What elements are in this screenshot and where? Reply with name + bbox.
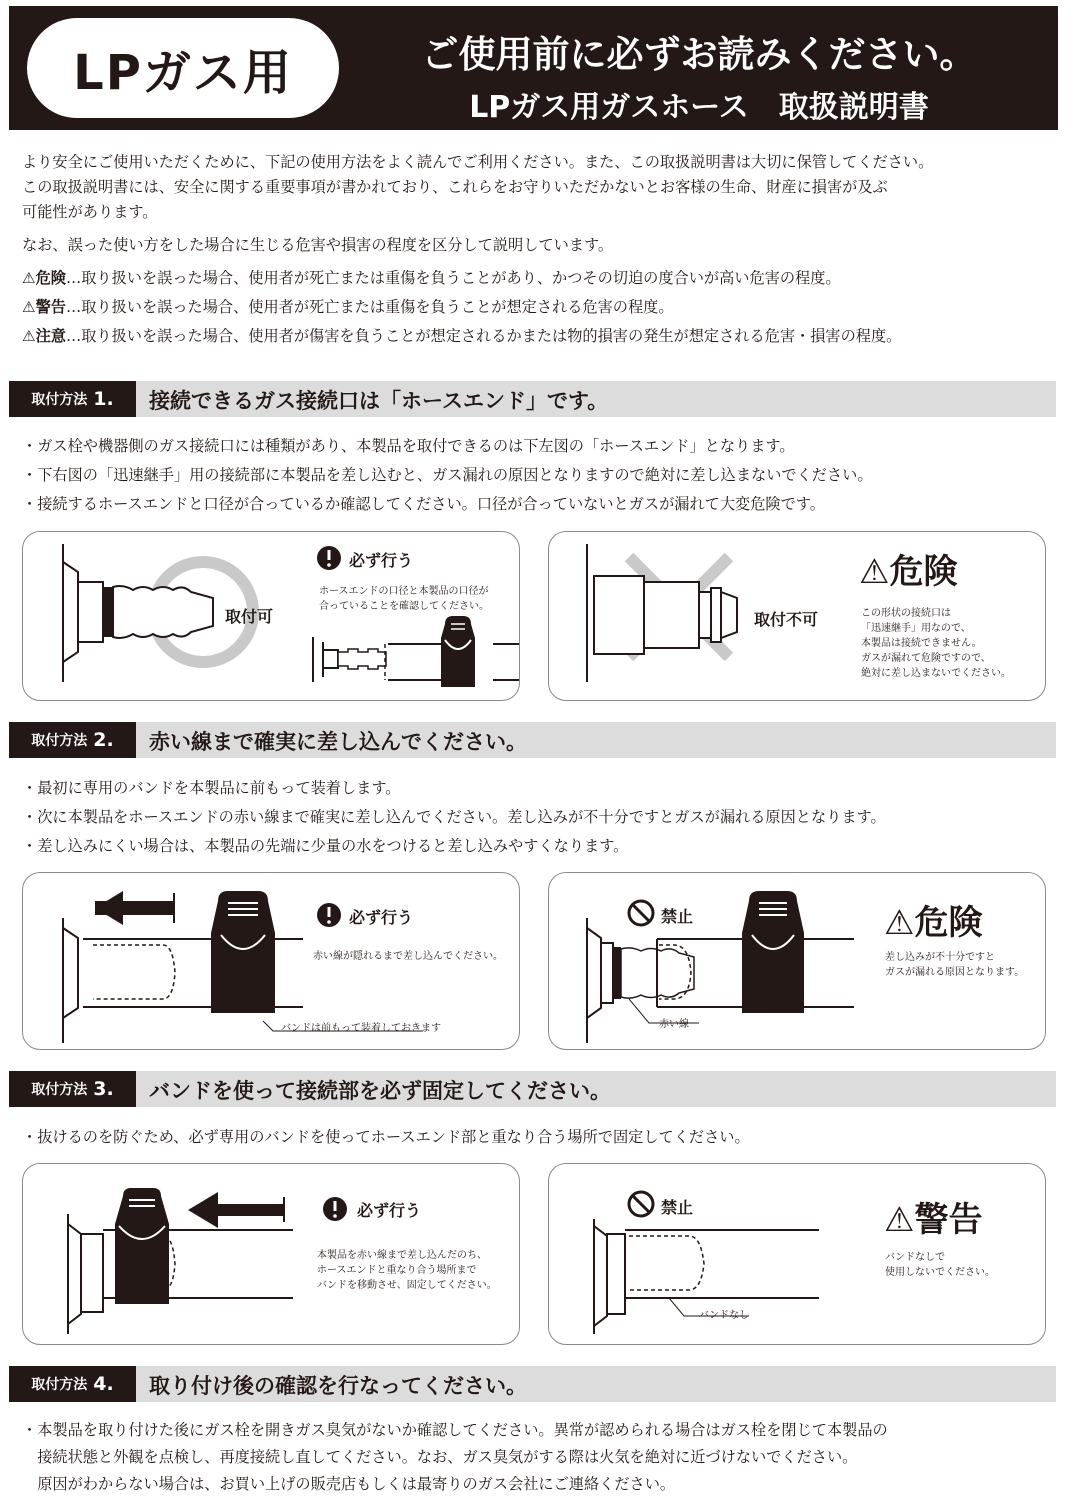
- lp-gas-badge: LPガス用: [27, 18, 339, 118]
- section-2-bullets: ・最初に専用のバンドを本製品に前もって装着します。 ・次に本製品をホースエンドの赤い線まで確実に差し込んでください。差し込みが不十分ですとガスが漏れる原因となります。 ・差し込みにくい場合は、本製品の先端に少量の水をつけると差し込みやすくなります。: [22, 779, 886, 855]
- section-3-bullets: ・抜けるのを防ぐため、必ず専用のバンドを使ってホースエンド部と重なり合う場所で固定してください。: [22, 1128, 750, 1146]
- section-4-header: 取付方法 4. 取り付け後の確認を行なってください。: [9, 1366, 1056, 1402]
- must-do-label: 必ず行う: [349, 551, 414, 570]
- left-arrow-icon: [188, 1192, 218, 1228]
- must-do-label: 必ず行う: [357, 1201, 422, 1220]
- figure-1-ng: 取付不可 ⚠危険 この形状の接続口は 「迅速継手」用なので、 本製品は接続できません。 ガスが漏れて危険ですので、 絶対に差し込まないでください。: [548, 531, 1046, 701]
- must-do-label: 必ず行う: [349, 908, 414, 927]
- section-2-title: 赤い線まで確実に差し込んでください。: [149, 730, 527, 754]
- section-2-header: 取付方法 2. 赤い線まで確実に差し込んでください。: [9, 722, 1056, 758]
- warning-label: ⚠警告: [22, 298, 66, 316]
- intro-text: より安全にご使用いただくために、下記の使用方法をよく読んでご利用ください。また、この取扱説明書は大切に保管してください。 この取扱説明書には、安全に関する重要事項が書かれており、これらをお守りいただかないとお客様の生命、財産に損害が及ぶ 可能性があります。 なお、誤った使い方をした場合に生じる危害や損害の程度を区分して説明しています。 ⚠危険…取り扱いを誤った場合、使用者が死亡または重傷を負うことがあり、かつその切迫の度合いが高い危害の程度。 ⚠警告…取り扱いを誤った場合、使用者が死亡または重傷を負うことが想定される危害の程度。 ⚠注意…取り扱いを誤った場合、使用者が傷害を負うことが想定されるかまたは物的損害の発生が想定される危害・損害の程度。: [22, 153, 934, 345]
- figure-2-must: 必ず行う 赤い線が隠れるまで差し込んでください。 バンドは前もって装着しておきます: [22, 872, 520, 1050]
- warning-icon: ⚠警告: [884, 1200, 983, 1240]
- section-4-bullets: ・本製品を取り付けた後にガス栓を開きガス臭気がないか確認してください。異常が認められる場合はガス栓を閉じて本製品の 接続状態と外観を点検し、再度接続し直してください。なお、ガス臭気がする際は火気を絶対に近づけないでください。 原因がわからない場合は、お買い上げの販売店もしくは最寄りのガス会社にご連絡ください。: [22, 1421, 888, 1493]
- figure-2-forbid: 禁止 ⚠危険 差し込みが不十分ですと ガスが漏れる原因となります。 赤い線: [548, 872, 1046, 1050]
- header-banner: [9, 6, 1058, 130]
- prohibited-label: 禁止: [661, 1198, 694, 1217]
- section-3-header: 取付方法 3. バンドを使って接続部を必ず固定してください。: [9, 1071, 1056, 1107]
- figure-3-must: 必ず行う 本製品を赤い線まで差し込んだのち、 ホースエンドと重なり合う場所まで バンドを移動させ、固定してください。: [22, 1163, 520, 1345]
- section-1-bullets: ・ガス栓や機器側のガス接続口には種類があり、本製品を取付できるのは下左図の「ホースエンド」となります。 ・下右図の「迅速継手」用の接続部に本製品を差し込むと、ガス漏れの原因となりますので絶対に差し込まないでください。 ・接続するホースエンドと口径が合っているか確認してください。口径が合っていないとガスが漏れて大変危険です。: [22, 437, 873, 513]
- danger-label: ⚠危険: [22, 269, 66, 287]
- section-1-title: 接続できるガス接続口は「ホースエンド」です。: [149, 389, 609, 413]
- danger-warning-icon: ⚠危険: [884, 903, 983, 943]
- figure-3-forbid: 禁止 ⚠警告 バンドなしで 使用しないでください。 バンドなし: [548, 1163, 1046, 1345]
- header-title: ご使用前に必ずお読みください。: [421, 33, 977, 76]
- section-1-header: 取付方法 1. 接続できるガス接続口は「ホースエンド」です。: [9, 381, 1056, 417]
- danger-warning-icon: ⚠危険: [859, 552, 958, 592]
- caution-label: ⚠注意: [22, 327, 66, 345]
- left-arrow-icon: [95, 891, 123, 925]
- header-subtitle: LPガス用ガスホース 取扱説明書: [469, 90, 929, 125]
- section-4-title: 取り付け後の確認を行なってください。: [149, 1374, 527, 1398]
- section-3-title: バンドを使って接続部を必ず固定してください。: [149, 1079, 611, 1103]
- prohibited-label: 禁止: [661, 907, 694, 926]
- figure-1-ok: 取付可 必ず行う ホースエンドの口径と本製品の口径が 合っていることを確認してください。: [22, 531, 520, 701]
